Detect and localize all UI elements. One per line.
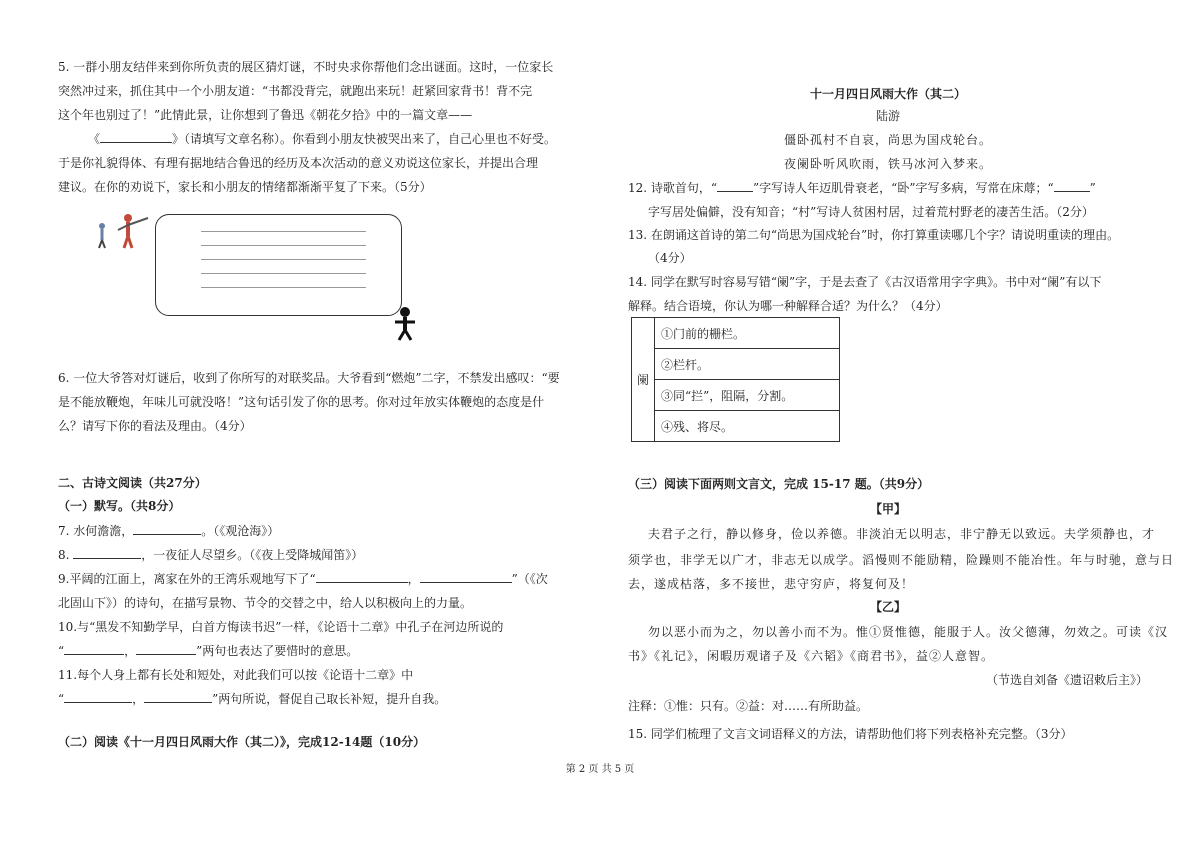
q14-line-2: 解释。结合语境，你认为哪一种解释合适？为什么？（4分） <box>628 299 948 313</box>
student-figure-icon <box>390 306 420 342</box>
dictionary-definition: ①门前的栅栏。 <box>655 318 840 349</box>
speech-bubble-answer-area[interactable] <box>155 214 402 316</box>
q5-line-6: 建议。在你的劝说下，家长和小朋友的情绪都渐渐平复了下来。（5分） <box>58 180 432 194</box>
q5-answer-blank[interactable] <box>100 128 172 143</box>
q5-line-1: 5. 一群小朋友结伴来到你所负责的展区猜灯谜，不时央求你帮他们念出谜面。这时，一位家长 <box>58 60 554 74</box>
q12-blank-1[interactable] <box>717 177 753 192</box>
text-jia-line-3: 去，遂成枯落，多不接世，悲守穷庐，将复何及！ <box>628 577 915 591</box>
q10-blank-1[interactable] <box>64 640 124 655</box>
q12-line-2: 字写居处偏僻，没有知音；“村”写诗人贫困村居，过着荒村野老的凄苦生活。（2分） <box>648 205 1094 219</box>
q13-line-2: （4分） <box>648 251 692 265</box>
q9-line-2: 北固山下》）的诗句，在描写景物、节令的交替之中，给人以积极向上的力量。 <box>58 596 473 610</box>
dictionary-headword: 阑 <box>632 318 655 442</box>
text-jia-line-2: 须学也，非学无以广才，非志无以成学。滔慢则不能励精，险躁则不能冶性。年与时驰，意与日 <box>628 553 1175 567</box>
text-jia-line-1: 夫君子之行，静以修身，俭以养德。非淡泊无以明志，非宁静无以致远。夫学须静也，才 <box>648 527 1156 541</box>
q6-line-1: 6. 一位大爷答对灯谜后，收到了你所写的对联奖品。大爷看到“燃炮”二字，不禁发出感叹：“要 <box>58 371 560 385</box>
answer-line <box>201 245 366 246</box>
q11-line-1: 11.每个人身上都有长处和短处，对此我们可以按《论语十二章》中 <box>58 668 414 682</box>
q5-illustration <box>90 210 430 340</box>
q8: 8. ，一夜征人尽望乡。（《夜上受降城闻笛》） <box>58 543 588 567</box>
q7: 7. 水何澹澹， 。（《观沧海》） <box>58 519 588 543</box>
q5-line-4 <box>58 127 588 151</box>
subsection-3-heading: （三）阅读下面两则文言文，完成 15-17 题。（共9分） <box>628 477 930 491</box>
answer-line <box>201 231 366 232</box>
q12-line-1: 12. 诗歌首句，“ ”字写诗人年迈肌骨衰老，“卧”字写多病，写常在床蓐；“ ” <box>628 176 1148 200</box>
poem-line-1: 僵卧孤村不自哀，尚思为国戍轮台。 <box>783 133 992 147</box>
q9-blank-2[interactable] <box>420 568 512 583</box>
q5-bracket-open: 《 <box>88 132 101 146</box>
text-yi-line-1: 勿以恶小而为之，勿以善小而不为。惟①贤惟德，能服于人。汝父德薄，勿效之。可读《汉 <box>648 625 1169 639</box>
q6-line-2: 是不能放鞭炮，年味儿可就没咯！”这句话引发了你的思考。你对过年放实体鞭炮的态度是什 <box>58 395 545 409</box>
q5-line-2: 突然冲过来，抓住其中一个小朋友道：“书都没背完，就跑出来玩！赶紧回家背书！背不完 <box>58 84 533 98</box>
answer-line <box>201 273 366 274</box>
q8-blank[interactable] <box>73 544 141 559</box>
text-yi-label: 【乙】 <box>869 600 906 614</box>
q10-line-2: “ ， ”两句也表达了要惜时的意思。 <box>58 639 588 663</box>
text-jia-label: 【甲】 <box>869 502 906 516</box>
section-2-heading: 二、古诗文阅读（共27分） <box>58 476 207 490</box>
q15: 15. 同学们梳理了文言文词语释义的方法，请帮助他们将下列表格补充完整。（3分） <box>628 727 1073 741</box>
subsection-1-heading: （一）默写。（共8分） <box>58 499 181 513</box>
dictionary-definition: ②栏杆。 <box>655 349 840 380</box>
q11-blank-2[interactable] <box>144 688 212 703</box>
q11-line-2: “ ， ”两句所说，督促自己取长补短，提升自我。 <box>58 687 588 711</box>
poem-author: 陆游 <box>875 109 900 123</box>
text-yi-source: （节选自刘备《遗诏敕后主》） <box>985 673 1148 687</box>
dictionary-definition: ③同“拦”，阻隔，分割。 <box>655 380 840 411</box>
annotation-note: 注释：①惟：只有。②益：对……有所助益。 <box>628 699 869 713</box>
page-footer: 第 2 页 共 5 页 <box>565 764 635 775</box>
q14-line-1: 14. 同学在默写时容易写错“阑”字，于是去查了《古汉语常用字字典》。书中对“阑”有以下 <box>628 275 1102 289</box>
child-and-parent-icon <box>90 210 160 260</box>
q5-line-3: 这个年也别过了！”此情此景，让你想到了鲁迅《朝花夕拾》中的一篇文章—— <box>58 108 473 122</box>
answer-line <box>201 287 366 288</box>
q10-blank-2[interactable] <box>136 640 196 655</box>
q7-blank[interactable] <box>133 520 201 535</box>
text-yi-line-2: 书》《礼记》，闲暇历观诸子及《六韬》《商君书》，益②人意智。 <box>628 649 995 663</box>
poem-title: 十一月四日风雨大作（其二） <box>809 87 966 101</box>
q11-blank-1[interactable] <box>64 688 132 703</box>
dictionary-definition: ④残、将尽。 <box>655 411 840 442</box>
q6-line-3: 么？请写下你的看法及理由。（4分） <box>58 419 252 433</box>
q9-blank-1[interactable] <box>316 568 408 583</box>
q10-line-1: 10.与“黑发不知勤学早，白首方悔读书迟”一样，《论语十二章》中孔子在河边所说的 <box>58 620 504 634</box>
subsection-2-heading: （二）阅读《十一月四日风雨大作（其二）》，完成12-14题（10分） <box>58 735 426 749</box>
answer-line <box>201 259 366 260</box>
q9-line-1: 9.平阔的江面上，离家在外的王湾乐观地写下了“ ， ”（《次 <box>58 567 588 591</box>
dictionary-table <box>631 317 840 442</box>
q13-line-1: 13. 在朗诵这首诗的第二句“尚思为国戍轮台”时，你打算重读哪几个字？请说明重读的理由。 <box>628 228 1120 242</box>
q5-line-5: 于是你礼貌得体、有理有据地结合鲁迅的经历及本次活动的意义劝说这位家长，并提出合理 <box>58 156 539 170</box>
q5-line-4-text: 》（请填写文章名称）。你看到小朋友快被哭出来了，自己心里也不好受。 <box>172 132 557 146</box>
q12-blank-2[interactable] <box>1054 177 1090 192</box>
poem-line-2: 夜阑卧听风吹雨，铁马冰河入梦来。 <box>783 157 992 171</box>
